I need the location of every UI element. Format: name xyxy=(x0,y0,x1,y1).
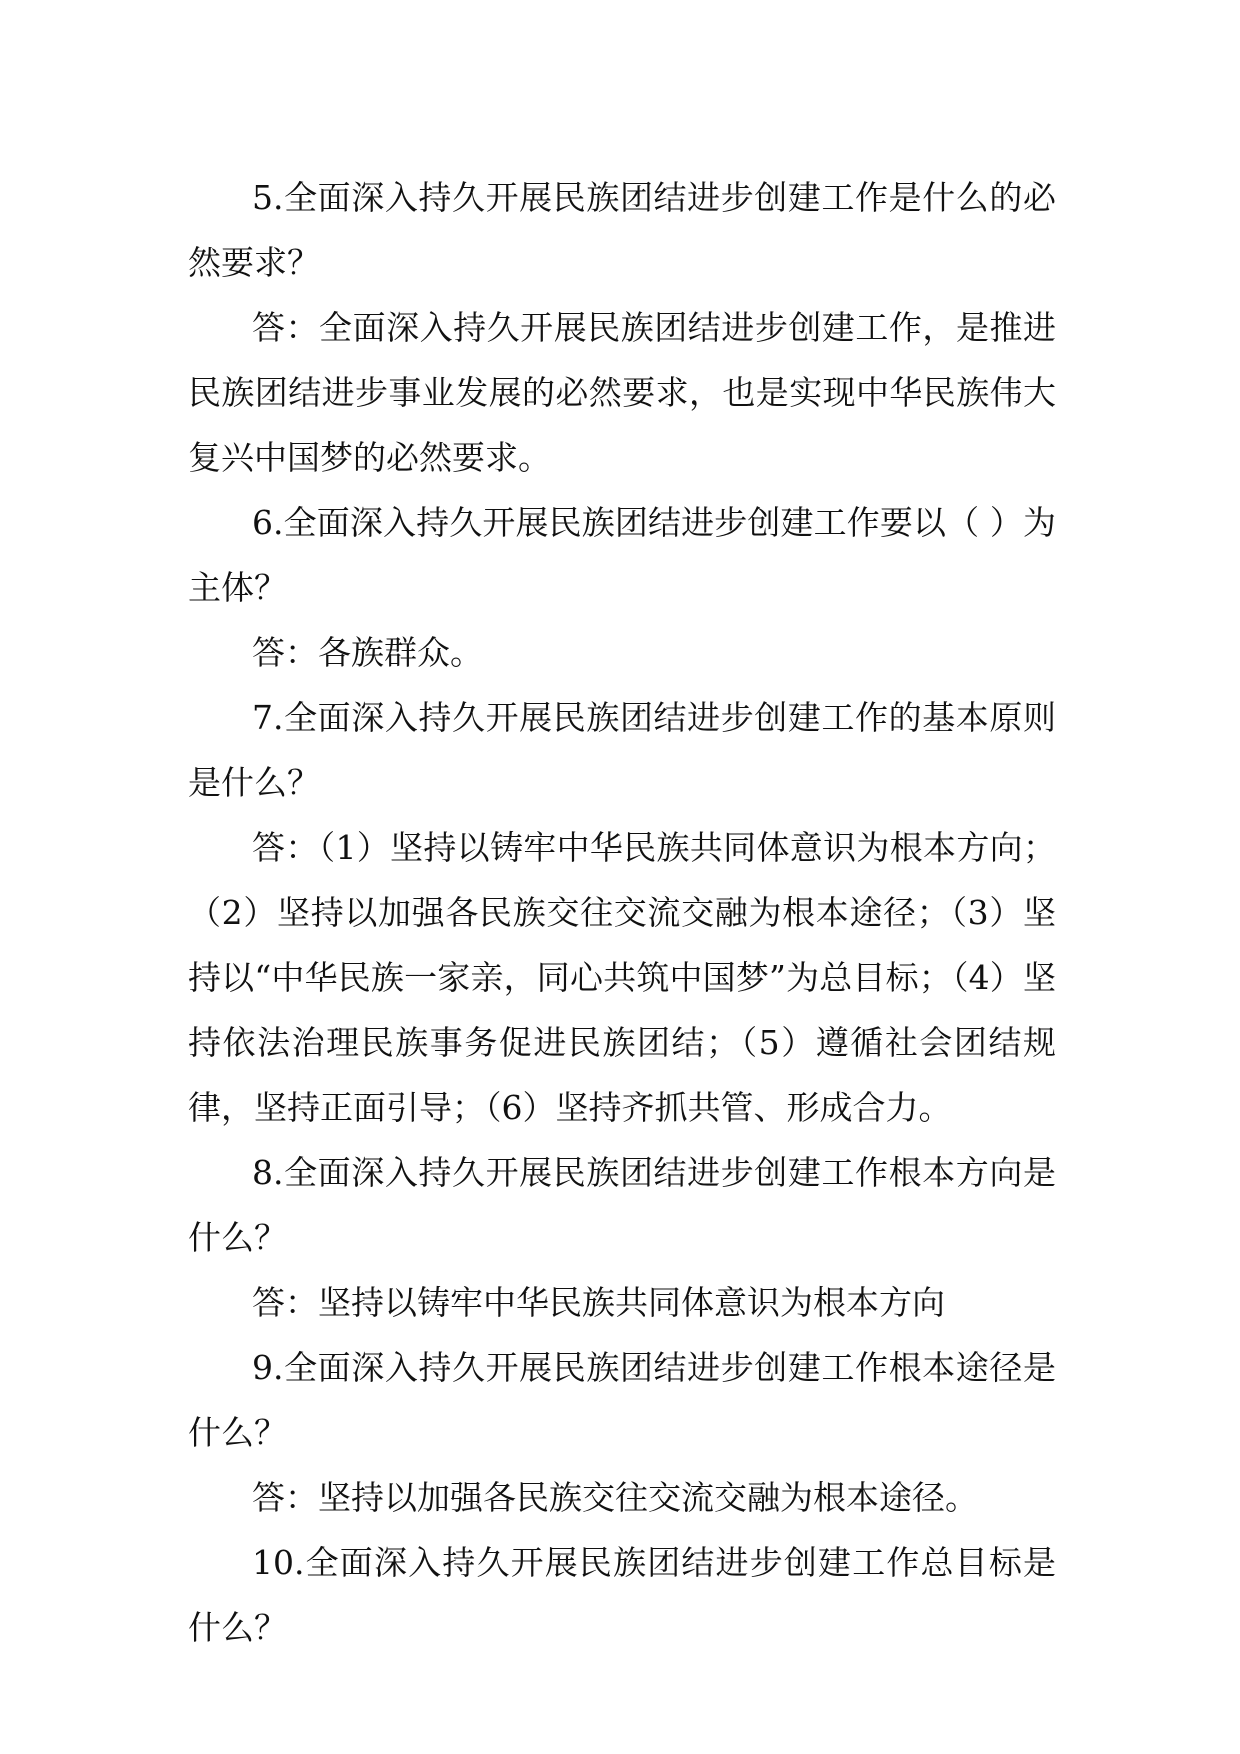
document-body xyxy=(188,165,1056,1660)
answer-9: 答：坚持以加强各民族交往交流交融为根本途径。 xyxy=(252,1478,978,1517)
question-5: 5.全面深入持久开展民族团结进步创建工作是什么的必然要求？ xyxy=(188,178,1056,282)
question-6: 6.全面深入持久开展民族团结进步创建工作要以（ ）为主体？ xyxy=(188,503,1056,607)
question-10: 10.全面深入持久开展民族团结进步创建工作总目标是什么？ xyxy=(188,1543,1056,1647)
question-8: 8.全面深入持久开展民族团结进步创建工作根本方向是什么？ xyxy=(188,1153,1056,1257)
question-7: 7.全面深入持久开展民族团结进步创建工作的基本原则是什么？ xyxy=(188,698,1056,802)
answer-7: 答：（1）坚持以铸牢中华民族共同体意识为根本方向；（2）坚持以加强各民族交往交流交融为根本途径；（3）坚持以“中华民族一家亲，同心共筑中国梦”为总目标；（4）坚持依法治理民族事务促进民族团结；（5）遵循社会团结规律，坚持正面引导；（6）坚持齐抓共管、形成合力。 xyxy=(188,828,1056,1127)
answer-5: 答：全面深入持久开展民族团结进步创建工作，是推进民族团结进步事业发展的必然要求，也是实现中华民族伟大复兴中国梦的必然要求。 xyxy=(188,308,1056,477)
answer-8: 答：坚持以铸牢中华民族共同体意识为根本方向 xyxy=(252,1283,945,1322)
answer-6: 答：各族群众。 xyxy=(252,633,483,672)
question-9: 9.全面深入持久开展民族团结进步创建工作根本途径是什么？ xyxy=(188,1348,1056,1452)
